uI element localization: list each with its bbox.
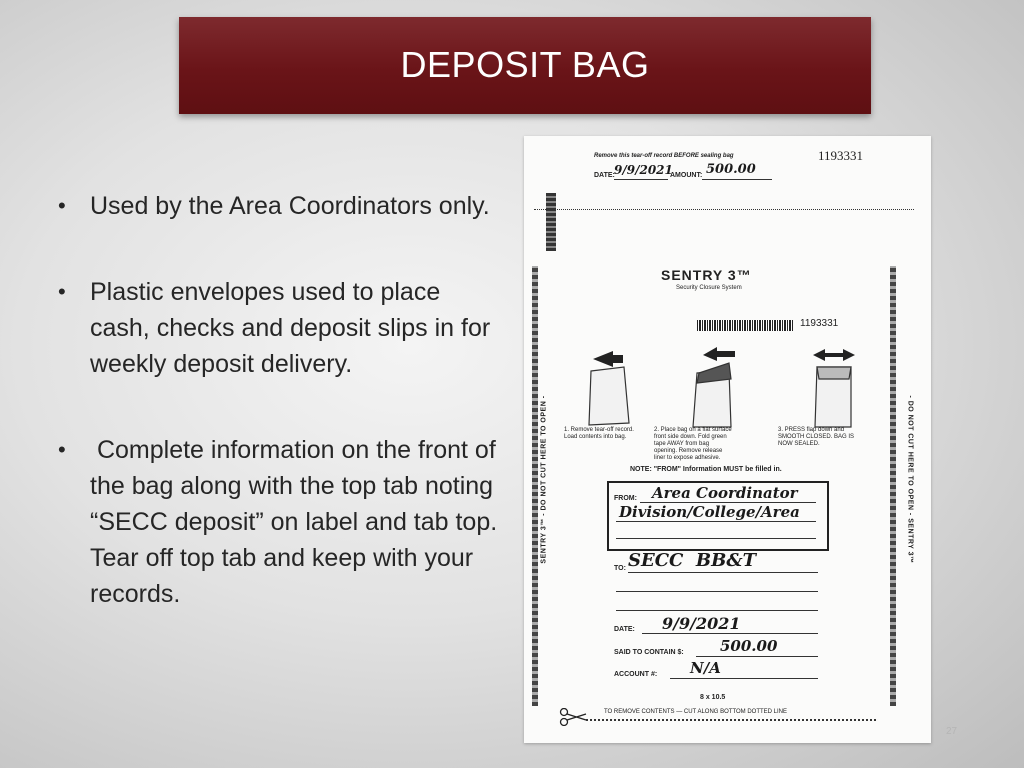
slide-title: DEPOSIT BAG: [400, 43, 650, 85]
slide-number: 27: [946, 726, 958, 737]
step-2-text: 2. Place bag on a flat surface front side down. Fold green tape AWAY from bag opening. Remove release liner to expose adhesive.: [654, 427, 732, 461]
account-value: N/A: [690, 659, 721, 677]
said-rule: [696, 656, 818, 657]
bullet-icon: •: [58, 279, 66, 304]
serial-number-top: 1193331: [818, 148, 864, 163]
said-to-contain-value: 500.00: [720, 637, 778, 655]
to-label: TO:: [614, 565, 626, 572]
bullet-icon: •: [58, 193, 66, 218]
left-edge-text: SENTRY 3™ - DO NOT CUT HERE TO OPEN -: [540, 395, 548, 564]
step-3-text: 3. PRESS flap down and SMOOTH CLOSED. BAG IS NOW SEALED.: [778, 427, 855, 447]
scissors-icon: [558, 708, 588, 726]
tab-strip: [546, 193, 556, 251]
tab-amount-line: [702, 179, 772, 180]
to-value: SECC BB&T: [628, 550, 756, 571]
bag-size: 8 x 10.5: [700, 694, 726, 701]
tab-amount-value: 500.00: [706, 162, 756, 177]
right-edge-strip: [890, 266, 896, 706]
right-edge-text: - DO NOT CUT HERE TO OPEN - SENTRY 3™: [906, 395, 914, 564]
deposit-bag-image: [524, 136, 931, 743]
tab-date-value: 9/9/2021: [614, 163, 673, 177]
from-rule-2: [616, 521, 816, 522]
from-line-2: Division/College/Area: [619, 503, 800, 521]
to-rule-1: [628, 572, 818, 573]
bullet-item: [58, 432, 511, 612]
bullet-icon: •: [58, 437, 66, 462]
bullet-text: Plastic envelopes used to place cash, checks and deposit slips in for weekly deposit delivery.: [90, 278, 491, 378]
date-value: 9/9/2021: [662, 614, 741, 633]
to-rule-2: [616, 591, 818, 592]
from-label: FROM:: [614, 495, 637, 502]
account-rule: [670, 678, 818, 679]
title-banner: [179, 17, 871, 114]
left-edge-strip: [532, 266, 538, 706]
date-rule: [642, 633, 818, 634]
from-rule-3: [616, 538, 816, 539]
tab-date-label: DATE:: [594, 172, 615, 179]
tear-line: [534, 209, 914, 210]
tear-off-note: Remove this tear-off record BEFORE sealing bag: [594, 153, 734, 159]
bullet-list: [58, 188, 511, 612]
to-rule-3: [616, 610, 818, 611]
said-to-contain-label: SAID TO CONTAIN $:: [614, 649, 684, 656]
remove-contents-note: TO REMOVE CONTENTS — CUT ALONG BOTTOM DOTTED LINE: [604, 709, 788, 715]
from-rule-1: [640, 502, 816, 503]
brand-subtitle: Security Closure System: [676, 285, 742, 291]
instruction-illustrations: [579, 341, 859, 431]
bullet-item: [58, 274, 498, 382]
bullet-text: Used by the Area Coordinators only.: [90, 192, 490, 220]
tab-amount-label: AMOUNT:: [670, 172, 703, 179]
from-note: NOTE: "FROM" Information MUST be filled in.: [630, 466, 782, 473]
barcode: [697, 320, 793, 331]
bullet-text: Complete information on the front of the bag along with the top tab noting “SECC deposit” on label and tab top. Tear off top tab and keep with your records.: [90, 436, 511, 608]
from-line-1: Area Coordinator: [652, 484, 798, 502]
cut-line: [586, 719, 876, 721]
brand-logo: SENTRY 3™: [661, 267, 752, 283]
date-label: DATE:: [614, 626, 635, 633]
tab-date-line: [614, 179, 668, 180]
serial-number-mid: 1193331: [800, 318, 839, 329]
account-label: ACCOUNT #:: [614, 671, 658, 678]
bullet-item: [58, 188, 498, 224]
step-1-text: 1. Remove tear-off record. Load contents into bag.: [564, 427, 634, 440]
